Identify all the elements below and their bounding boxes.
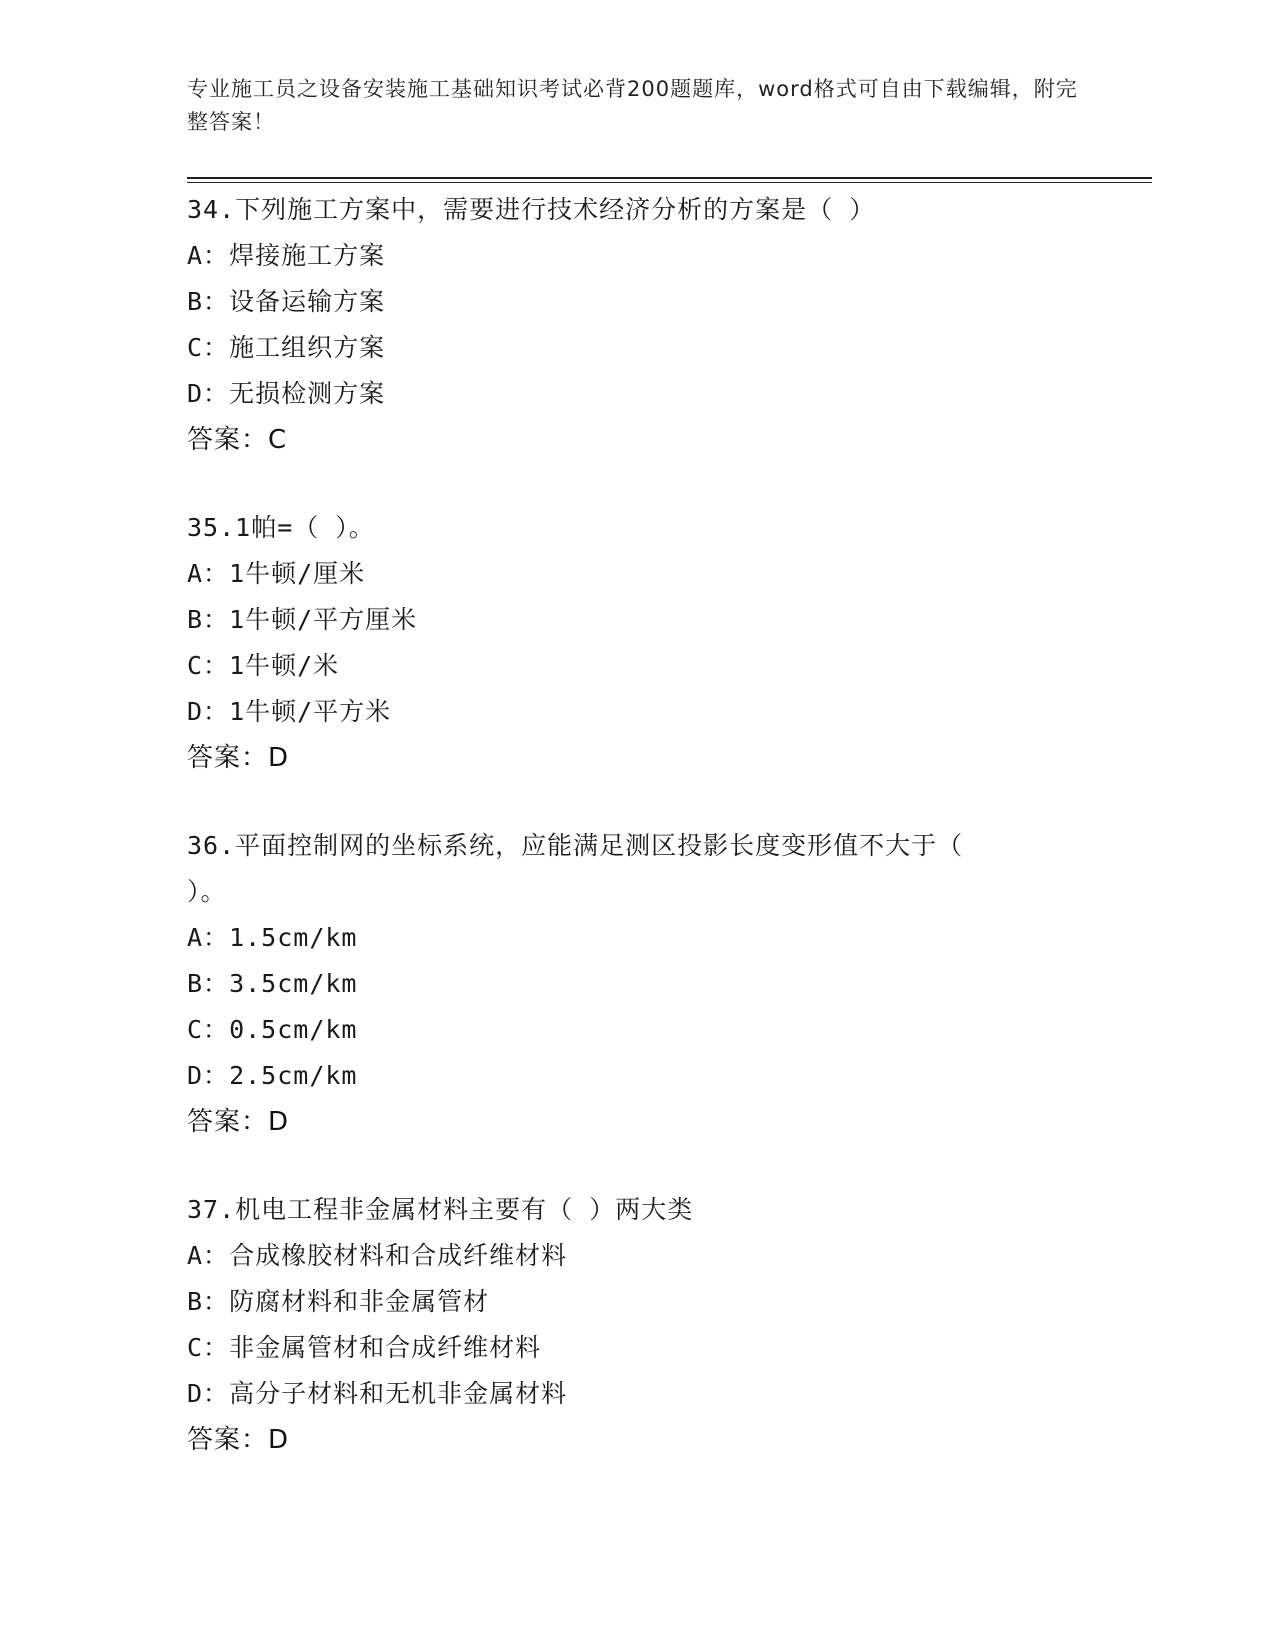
option-b: [187, 597, 1087, 643]
question-text: 34.下列施工方案中，需要进行技术经济分析的方案是（ ）: [187, 195, 876, 224]
question-text: 35.1帕=（ ）。: [187, 513, 375, 542]
option-text: 2.5cm/km: [229, 1061, 358, 1090]
option-c: [187, 1007, 1087, 1053]
option-letter: C：: [187, 1333, 230, 1362]
option-c: [187, 1325, 1087, 1371]
option-letter: D：: [187, 1379, 230, 1408]
option-letter: C：: [187, 651, 230, 680]
option-letter: B：: [187, 1287, 230, 1316]
header-divider-thick: [187, 177, 1152, 179]
option-letter: A：: [187, 559, 230, 588]
option-text: 合成橡胶材料和合成纤维材料: [229, 1241, 568, 1270]
question-34: [187, 187, 1087, 463]
option-letter: A：: [187, 241, 230, 270]
option-letter: C：: [187, 333, 230, 362]
option-text: 焊接施工方案: [229, 241, 386, 270]
answer-line: 答案：C: [187, 425, 288, 455]
document-header: 专业施工员之设备安装施工基础知识考试必背200题题库，word格式可自由下载编辑，附完整答案！: [187, 77, 1078, 134]
question-37: [187, 1187, 1087, 1463]
option-letter: B：: [187, 605, 230, 634]
option-text: 1牛顿/平方厘米: [229, 605, 418, 634]
option-b: [187, 961, 1087, 1007]
question-36: [187, 823, 1087, 1145]
option-letter: A：: [187, 1241, 230, 1270]
option-b: [187, 279, 1087, 325]
option-d: [187, 1053, 1087, 1099]
question-list: [187, 187, 1087, 1505]
option-c: [187, 643, 1087, 689]
option-letter: B：: [187, 287, 230, 316]
option-a: [187, 551, 1087, 597]
option-text: 0.5cm/km: [229, 1015, 358, 1044]
option-text: 高分子材料和无机非金属材料: [229, 1379, 568, 1408]
option-text: 设备运输方案: [229, 287, 386, 316]
question-35: [187, 505, 1087, 781]
option-letter: A：: [187, 923, 230, 952]
option-letter: C：: [187, 1015, 230, 1044]
option-a: [187, 1233, 1087, 1279]
option-text: 施工组织方案: [229, 333, 386, 362]
option-text: 1.5cm/km: [229, 923, 358, 952]
answer-line: 答案：D: [187, 1425, 290, 1455]
option-text: 3.5cm/km: [229, 969, 358, 998]
option-text: 1牛顿/平方米: [229, 697, 392, 726]
option-text: 无损检测方案: [229, 379, 386, 408]
option-text: 非金属管材和合成纤维材料: [229, 1333, 542, 1362]
option-d: [187, 371, 1087, 417]
option-d: [187, 1371, 1087, 1417]
option-letter: B：: [187, 969, 230, 998]
answer-line: 答案：D: [187, 1107, 290, 1137]
answer-line: 答案：D: [187, 743, 290, 773]
option-a: [187, 233, 1087, 279]
option-letter: D：: [187, 1061, 230, 1090]
option-letter: D：: [187, 697, 230, 726]
option-text: 1牛顿/厘米: [229, 559, 366, 588]
option-d: [187, 689, 1087, 735]
header-divider-thin: [187, 182, 1152, 183]
question-text: 37.机电工程非金属材料主要有（ ）两大类: [187, 1195, 694, 1224]
option-b: [187, 1279, 1087, 1325]
option-text: 防腐材料和非金属管材: [229, 1287, 490, 1316]
option-a: [187, 915, 1087, 961]
question-text: 36.平面控制网的坐标系统，应能满足测区投影长度变形值不大于（ ）。: [187, 831, 964, 906]
option-letter: D：: [187, 379, 230, 408]
option-c: [187, 325, 1087, 371]
option-text: 1牛顿/米: [229, 651, 340, 680]
